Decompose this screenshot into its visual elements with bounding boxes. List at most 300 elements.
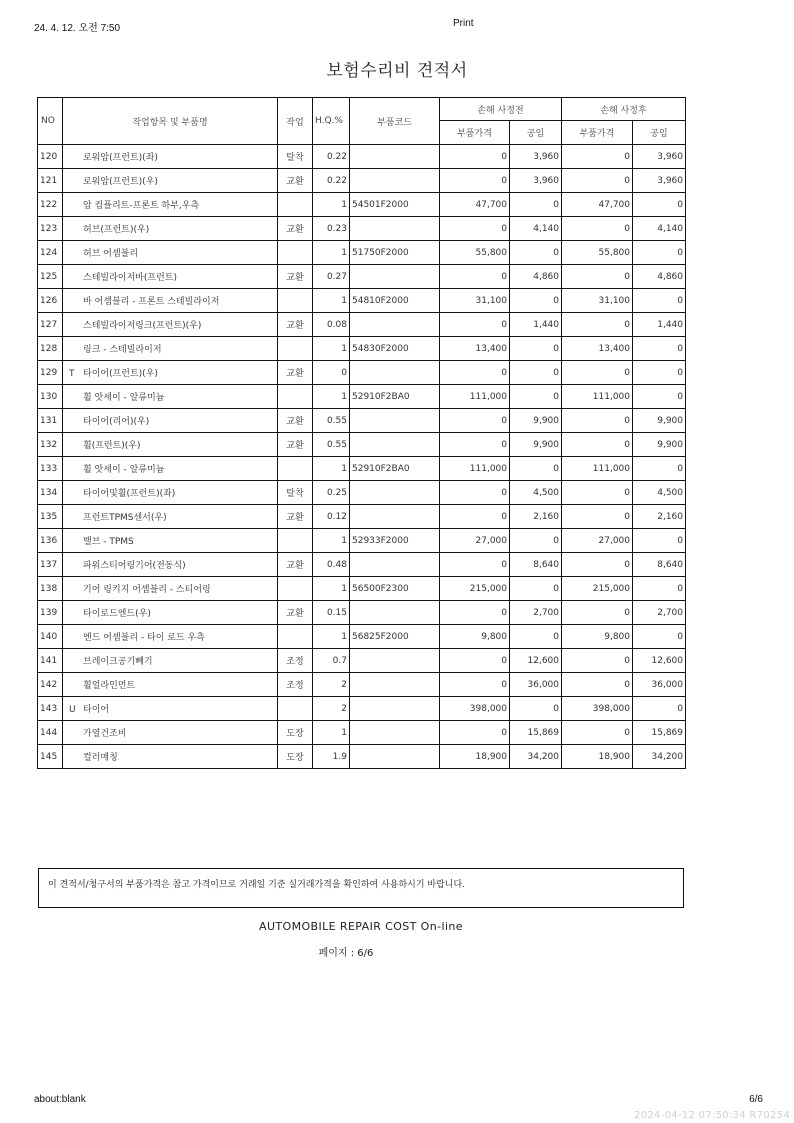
row-part-code: 54810F2000 — [350, 289, 440, 313]
row-before-price: 0 — [440, 145, 510, 169]
header-before-labor: 공임 — [510, 121, 562, 145]
row-no: 123 — [38, 217, 63, 241]
row-no: 139 — [38, 601, 63, 625]
row-mark: T — [69, 369, 75, 379]
row-after-price: 31,100 — [562, 289, 633, 313]
row-after-price: 215,000 — [562, 577, 633, 601]
row-part-code — [350, 673, 440, 697]
row-after-price: 0 — [562, 265, 633, 289]
table-row — [38, 241, 686, 265]
row-name-text: 타이어및휠(프런트)(좌) — [83, 489, 176, 499]
row-before-labor: 0 — [510, 529, 562, 553]
row-work — [278, 697, 313, 721]
table-row — [38, 361, 686, 385]
row-part-code — [350, 601, 440, 625]
row-after-price: 55,800 — [562, 241, 633, 265]
row-work: 조정 — [278, 673, 313, 697]
row-work: 교환 — [278, 553, 313, 577]
row-after-labor: 0 — [633, 625, 686, 649]
row-before-labor: 4,860 — [510, 265, 562, 289]
row-after-price: 0 — [562, 217, 633, 241]
row-before-labor: 12,600 — [510, 649, 562, 673]
row-hq: 0.25 — [313, 481, 350, 505]
table-row — [38, 673, 686, 697]
brand-footer: AUTOMOBILE REPAIR COST On-line — [259, 920, 463, 933]
row-before-price: 0 — [440, 361, 510, 385]
row-part-code: 51750F2000 — [350, 241, 440, 265]
row-before-price: 31,100 — [440, 289, 510, 313]
row-before-labor: 3,960 — [510, 169, 562, 193]
row-before-labor: 1,440 — [510, 313, 562, 337]
row-no: 127 — [38, 313, 63, 337]
print-url: about:blank — [34, 1094, 86, 1105]
row-part-code: 56825F2000 — [350, 625, 440, 649]
row-no: 135 — [38, 505, 63, 529]
header-after-price: 부품가격 — [562, 121, 633, 145]
row-after-price: 0 — [562, 649, 633, 673]
row-name-text: 휠 앗세이 - 알류미늄 — [83, 465, 165, 475]
table-row — [38, 217, 686, 241]
table-body — [38, 145, 686, 769]
row-hq: 2 — [313, 697, 350, 721]
row-name — [63, 553, 278, 577]
row-no: 137 — [38, 553, 63, 577]
row-work: 교환 — [278, 601, 313, 625]
row-after-labor: 36,000 — [633, 673, 686, 697]
table-row — [38, 529, 686, 553]
row-name-text: 브레이크공기빼기 — [83, 657, 153, 667]
row-before-price: 27,000 — [440, 529, 510, 553]
row-after-price: 0 — [562, 505, 633, 529]
row-work — [278, 625, 313, 649]
row-part-code — [350, 433, 440, 457]
row-no: 126 — [38, 289, 63, 313]
row-part-code — [350, 649, 440, 673]
table-row — [38, 505, 686, 529]
row-before-labor: 0 — [510, 241, 562, 265]
row-hq: 1 — [313, 721, 350, 745]
row-after-labor: 12,600 — [633, 649, 686, 673]
row-name-text: 허브(프런트)(우) — [83, 225, 150, 235]
row-after-labor: 0 — [633, 193, 686, 217]
row-name-text: 파워스티어링기어(전동식) — [83, 561, 186, 571]
row-after-labor: 3,960 — [633, 145, 686, 169]
row-work: 탈착 — [278, 481, 313, 505]
row-name-text: 타이어(프런트)(우) — [83, 369, 158, 379]
print-datetime: 24. 4. 12. 오전 7:50 — [34, 23, 121, 34]
row-hq: 1 — [313, 241, 350, 265]
row-after-labor: 2,160 — [633, 505, 686, 529]
row-before-price: 47,700 — [440, 193, 510, 217]
row-before-price: 0 — [440, 169, 510, 193]
row-after-price: 0 — [562, 481, 633, 505]
row-no: 128 — [38, 337, 63, 361]
row-name — [63, 193, 278, 217]
row-no: 120 — [38, 145, 63, 169]
row-no: 121 — [38, 169, 63, 193]
row-no: 144 — [38, 721, 63, 745]
table-row — [38, 193, 686, 217]
row-name — [63, 649, 278, 673]
row-name-text: 스테빌라이저바(프런트) — [83, 273, 177, 283]
row-after-price: 27,000 — [562, 529, 633, 553]
row-part-code — [350, 409, 440, 433]
row-after-price: 0 — [562, 409, 633, 433]
row-after-price: 47,700 — [562, 193, 633, 217]
row-before-labor: 8,640 — [510, 553, 562, 577]
row-part-code — [350, 217, 440, 241]
table-row — [38, 721, 686, 745]
row-before-labor: 4,500 — [510, 481, 562, 505]
row-after-labor: 0 — [633, 289, 686, 313]
row-name — [63, 673, 278, 697]
row-hq: 1 — [313, 625, 350, 649]
row-before-price: 0 — [440, 721, 510, 745]
row-after-labor: 0 — [633, 361, 686, 385]
header-name: 작업항목 및 부품명 — [63, 98, 278, 145]
header-before-group: 손해 사정전 — [440, 98, 562, 121]
row-part-code — [350, 481, 440, 505]
notice-text: 이 견적서/청구서의 부품가격은 참고 가격이므로 거래일 기준 실거래가격을 확인하여 사용하시기 바랍니다. — [48, 880, 466, 890]
table-row — [38, 385, 686, 409]
row-name — [63, 169, 278, 193]
row-before-price: 111,000 — [440, 385, 510, 409]
row-name — [63, 241, 278, 265]
row-after-labor: 0 — [633, 529, 686, 553]
row-before-price: 13,400 — [440, 337, 510, 361]
row-after-labor: 2,700 — [633, 601, 686, 625]
row-work: 교환 — [278, 169, 313, 193]
row-name-text: 암 컴플리트-프론트 하부,우측 — [83, 201, 200, 211]
row-before-price: 111,000 — [440, 457, 510, 481]
row-part-code — [350, 265, 440, 289]
row-work: 교환 — [278, 313, 313, 337]
row-before-price: 18,900 — [440, 745, 510, 769]
row-work — [278, 577, 313, 601]
row-before-labor: 9,900 — [510, 409, 562, 433]
row-before-price: 0 — [440, 433, 510, 457]
row-after-price: 0 — [562, 673, 633, 697]
row-before-price: 55,800 — [440, 241, 510, 265]
row-no: 124 — [38, 241, 63, 265]
row-no: 133 — [38, 457, 63, 481]
row-after-price: 111,000 — [562, 457, 633, 481]
row-hq: 0 — [313, 361, 350, 385]
row-after-labor: 0 — [633, 577, 686, 601]
row-part-code — [350, 553, 440, 577]
row-name — [63, 289, 278, 313]
row-name-text: 휠 앗세이 - 알류미늄 — [83, 393, 165, 403]
row-mark: U — [69, 705, 76, 715]
row-hq: 0.22 — [313, 169, 350, 193]
row-hq: 1 — [313, 289, 350, 313]
row-before-price: 0 — [440, 313, 510, 337]
row-hq: 0.22 — [313, 145, 350, 169]
row-after-price: 111,000 — [562, 385, 633, 409]
row-hq: 1 — [313, 193, 350, 217]
row-before-labor: 0 — [510, 289, 562, 313]
row-before-price: 398,000 — [440, 697, 510, 721]
table-row — [38, 457, 686, 481]
row-no: 138 — [38, 577, 63, 601]
row-name — [63, 745, 278, 769]
row-before-price: 0 — [440, 217, 510, 241]
row-after-labor: 1,440 — [633, 313, 686, 337]
row-work: 교환 — [278, 505, 313, 529]
row-no: 125 — [38, 265, 63, 289]
estimate-table — [37, 97, 686, 769]
row-name-text: 스테빌라이저링크(프런트)(우) — [83, 321, 202, 331]
row-part-code: 54501F2000 — [350, 193, 440, 217]
row-hq: 0.55 — [313, 409, 350, 433]
row-work: 교환 — [278, 265, 313, 289]
row-work: 도장 — [278, 721, 313, 745]
table-row — [38, 313, 686, 337]
row-after-labor: 8,640 — [633, 553, 686, 577]
header-code: 부품코드 — [350, 98, 440, 145]
row-after-price: 13,400 — [562, 337, 633, 361]
page-indicator: 페이지 : 6/6 — [318, 948, 374, 959]
row-work: 교환 — [278, 409, 313, 433]
row-after-labor: 0 — [633, 241, 686, 265]
row-after-labor: 0 — [633, 457, 686, 481]
row-no: 136 — [38, 529, 63, 553]
row-name-text: 가열건조비 — [83, 729, 127, 739]
row-work — [278, 529, 313, 553]
row-after-price: 0 — [562, 433, 633, 457]
row-after-labor: 15,869 — [633, 721, 686, 745]
row-name-text: 엔드 어셈블리 - 타이 로드 우측 — [83, 633, 205, 643]
row-work: 교환 — [278, 361, 313, 385]
row-name — [63, 577, 278, 601]
row-name — [63, 313, 278, 337]
row-work: 교환 — [278, 217, 313, 241]
row-after-labor: 9,900 — [633, 433, 686, 457]
row-no: 131 — [38, 409, 63, 433]
row-work — [278, 193, 313, 217]
row-part-code: 52910F2BA0 — [350, 457, 440, 481]
row-no: 142 — [38, 673, 63, 697]
row-before-labor: 36,000 — [510, 673, 562, 697]
row-before-labor: 0 — [510, 337, 562, 361]
row-work: 도장 — [278, 745, 313, 769]
row-part-code — [350, 361, 440, 385]
row-hq: 0.27 — [313, 265, 350, 289]
row-work: 교환 — [278, 433, 313, 457]
row-work — [278, 457, 313, 481]
print-label: Print — [453, 18, 474, 29]
row-after-labor: 4,860 — [633, 265, 686, 289]
row-before-price: 0 — [440, 481, 510, 505]
row-after-labor: 4,500 — [633, 481, 686, 505]
row-part-code: 52910F2BA0 — [350, 385, 440, 409]
row-before-labor: 4,140 — [510, 217, 562, 241]
header-work: 작업 — [278, 98, 313, 145]
row-work: 조정 — [278, 649, 313, 673]
row-work — [278, 337, 313, 361]
row-before-price: 215,000 — [440, 577, 510, 601]
row-after-price: 0 — [562, 601, 633, 625]
row-part-code — [350, 721, 440, 745]
row-work: 탈착 — [278, 145, 313, 169]
table-row — [38, 697, 686, 721]
header-after-group: 손해 사정후 — [562, 98, 686, 121]
row-part-code: 54830F2000 — [350, 337, 440, 361]
row-work — [278, 241, 313, 265]
row-before-price: 0 — [440, 505, 510, 529]
row-no: 132 — [38, 433, 63, 457]
row-name — [63, 529, 278, 553]
row-after-price: 0 — [562, 553, 633, 577]
row-before-price: 0 — [440, 409, 510, 433]
row-name — [63, 481, 278, 505]
row-part-code — [350, 745, 440, 769]
row-before-labor: 2,160 — [510, 505, 562, 529]
row-name-text: 프런트TPMS센서(우) — [83, 513, 167, 523]
table-row — [38, 577, 686, 601]
row-after-labor: 0 — [633, 337, 686, 361]
document-title: 보험수리비 견적서 — [326, 61, 468, 81]
row-after-price: 0 — [562, 145, 633, 169]
print-stamp: 2024-04-12 07:50:34 R70254 — [634, 1110, 790, 1121]
row-name — [63, 361, 278, 385]
row-hq: 2 — [313, 673, 350, 697]
row-after-price: 0 — [562, 361, 633, 385]
row-no: 129 — [38, 361, 63, 385]
row-name-text: 허브 어셈블리 — [83, 249, 139, 259]
row-hq: 0.48 — [313, 553, 350, 577]
row-hq: 0.7 — [313, 649, 350, 673]
row-before-labor: 0 — [510, 625, 562, 649]
row-after-labor: 0 — [633, 385, 686, 409]
row-name — [63, 721, 278, 745]
row-after-labor: 4,140 — [633, 217, 686, 241]
table-row — [38, 625, 686, 649]
row-hq: 1 — [313, 577, 350, 601]
row-no: 122 — [38, 193, 63, 217]
row-name — [63, 265, 278, 289]
row-before-labor: 0 — [510, 457, 562, 481]
table-row — [38, 649, 686, 673]
row-hq: 1 — [313, 385, 350, 409]
row-part-code — [350, 145, 440, 169]
row-before-labor: 15,869 — [510, 721, 562, 745]
row-name — [63, 433, 278, 457]
row-part-code — [350, 505, 440, 529]
row-work — [278, 289, 313, 313]
row-work — [278, 385, 313, 409]
row-before-labor: 0 — [510, 193, 562, 217]
row-before-price: 0 — [440, 265, 510, 289]
row-before-price: 0 — [440, 649, 510, 673]
row-hq: 1 — [313, 337, 350, 361]
row-after-price: 18,900 — [562, 745, 633, 769]
table-row — [38, 601, 686, 625]
row-name — [63, 457, 278, 481]
row-no: 143 — [38, 697, 63, 721]
row-name-text: 로워암(프런트)(우) — [83, 177, 158, 187]
row-before-labor: 0 — [510, 385, 562, 409]
row-after-price: 398,000 — [562, 697, 633, 721]
row-after-price: 0 — [562, 313, 633, 337]
row-hq: 0.23 — [313, 217, 350, 241]
row-no: 141 — [38, 649, 63, 673]
row-before-price: 0 — [440, 553, 510, 577]
notice-box — [38, 868, 684, 908]
row-name — [63, 601, 278, 625]
row-hq: 1 — [313, 529, 350, 553]
row-after-price: 9,800 — [562, 625, 633, 649]
row-before-labor: 0 — [510, 697, 562, 721]
row-before-price: 0 — [440, 601, 510, 625]
row-name-text: 타이어 — [83, 705, 110, 715]
row-after-labor: 9,900 — [633, 409, 686, 433]
row-after-labor: 3,960 — [633, 169, 686, 193]
row-name-text: 로워암(프런트)(좌) — [83, 153, 158, 163]
row-name — [63, 145, 278, 169]
row-part-code: 56500F2300 — [350, 577, 440, 601]
row-name — [63, 697, 278, 721]
table-row — [38, 145, 686, 169]
row-name-text: 기어 링키지 어셈블리 - 스티어링 — [83, 585, 211, 595]
table-row — [38, 433, 686, 457]
row-hq: 0.15 — [313, 601, 350, 625]
row-after-price: 0 — [562, 721, 633, 745]
row-name-text: 밸브 - TPMS — [83, 537, 134, 547]
row-no: 134 — [38, 481, 63, 505]
header-hq: H.Q.% — [313, 98, 350, 145]
table-row — [38, 289, 686, 313]
table-row — [38, 169, 686, 193]
row-part-code — [350, 169, 440, 193]
row-no: 145 — [38, 745, 63, 769]
row-name-text: 휠(프런트)(우) — [83, 441, 141, 451]
row-hq: 0.08 — [313, 313, 350, 337]
header-before-price: 부품가격 — [440, 121, 510, 145]
row-before-price: 9,800 — [440, 625, 510, 649]
row-name — [63, 385, 278, 409]
row-part-code — [350, 313, 440, 337]
table-row — [38, 337, 686, 361]
table-row — [38, 553, 686, 577]
table-row — [38, 745, 686, 769]
row-name-text: 링크 - 스테빌라이저 — [83, 345, 162, 355]
header-after-labor: 공임 — [633, 121, 686, 145]
row-name-text: 타이로드엔드(우) — [83, 609, 151, 619]
table-row — [38, 481, 686, 505]
row-name-text: 휠얼라인먼트 — [83, 681, 136, 691]
row-hq: 1.9 — [313, 745, 350, 769]
row-before-labor: 0 — [510, 361, 562, 385]
row-after-labor: 0 — [633, 697, 686, 721]
row-before-price: 0 — [440, 673, 510, 697]
row-before-labor: 2,700 — [510, 601, 562, 625]
row-after-price: 0 — [562, 169, 633, 193]
row-before-labor: 3,960 — [510, 145, 562, 169]
row-part-code: 52933F2000 — [350, 529, 440, 553]
table-row — [38, 409, 686, 433]
row-hq: 0.12 — [313, 505, 350, 529]
row-name — [63, 217, 278, 241]
row-before-labor: 34,200 — [510, 745, 562, 769]
row-hq: 1 — [313, 457, 350, 481]
row-after-labor: 34,200 — [633, 745, 686, 769]
row-no: 140 — [38, 625, 63, 649]
row-name — [63, 505, 278, 529]
row-part-code — [350, 697, 440, 721]
row-no: 130 — [38, 385, 63, 409]
row-before-labor: 0 — [510, 577, 562, 601]
